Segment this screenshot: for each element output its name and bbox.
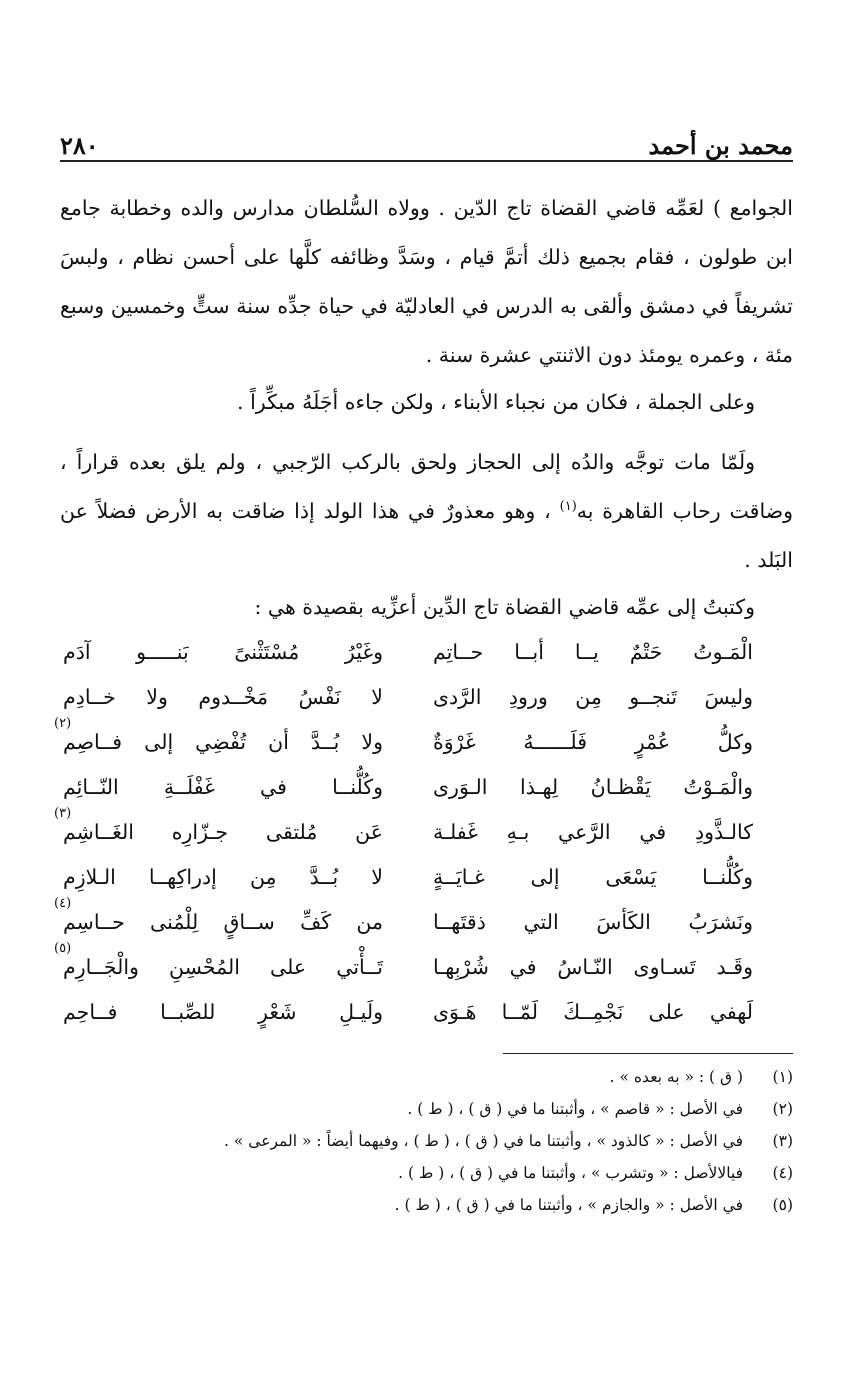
verse: [60, 1000, 793, 1045]
verse: [54, 941, 793, 1000]
footnote: [93, 1068, 793, 1100]
verse-second-hemistich: لا بُــدَّ مِن إدراكِهــا الـلازِم: [63, 865, 383, 889]
footnote-number: (٣): [772, 1132, 793, 1150]
verse-first-hemistich: الْمَـوتُ حَتْمٌ يــا أبــا حــاتِم: [433, 640, 753, 664]
verse: [60, 640, 793, 685]
running-title: محمد بن أحمد: [648, 131, 793, 160]
footnote: [93, 1164, 793, 1196]
verse-footnote-ref: (٢): [54, 716, 72, 731]
verse-second-hemistich: وغَيْرُ مُسْتَثْنىً بَنـــــو آدَم: [63, 640, 383, 664]
footnote-number: (١): [772, 1068, 793, 1086]
paragraph-3-text: ولَمّا مات توجَّه والدُه إلى الحجاز ولحق بالركب الرّجبي ، ولم يلق بعده قراراً ، وضاقت رحاب القاهرة به: [60, 450, 793, 523]
running-head: [60, 126, 793, 160]
footnote: [93, 1132, 793, 1164]
page-number: ٢٨٠: [60, 131, 99, 160]
footnote-ref-1: (١): [559, 499, 577, 515]
footnote-text: في الأصل : « والجازم » ، وأثبتنا ما في ( ق ) ، ( ط ) .: [394, 1196, 743, 1214]
footnote-number: (٢): [772, 1100, 793, 1118]
paragraph-3-text-cont: ، وهو معذورٌ في هذا الولد إذا ضاقت به الأرض فضلاً عن البَلد .: [60, 499, 793, 572]
footnote: [93, 1100, 793, 1132]
verse-first-hemistich: ونَشرَبُ الكَأسَ التي ذقتَهــا: [433, 910, 753, 934]
verse-second-hemistich: من كَفِّ ســاقٍ لِلْمُنى حــاسِم: [63, 910, 383, 934]
footnote-text: ( ق ) : « به بعده » .: [609, 1068, 743, 1086]
verse-footnote-ref: (٣): [54, 806, 72, 821]
footnote-text: فيالالأصل : « وتشرب » ، وأثبتنا ما في ( ق ) ، ( ط ) .: [398, 1164, 743, 1182]
verse: [60, 685, 793, 730]
verse-second-hemistich: ولَيـلِ شَعْرٍ للصِّبــا فــاحِم: [63, 1000, 383, 1024]
verse-second-hemistich: ولا بُــدَّ أن تُفْضِي إلى فــاصِم: [63, 730, 383, 754]
verse-footnote-ref: (٥): [54, 941, 72, 956]
verse-first-hemistich: وقَـد تَسـاوى النّـاسُ في شُرْبِهـا: [433, 955, 753, 979]
verse: [60, 865, 793, 910]
verse: [60, 775, 793, 820]
footnote-number: (٤): [772, 1164, 793, 1182]
verse-second-hemistich: لا نَفْسُ مَخْــدوم ولا خــادِم: [63, 685, 383, 709]
verse-first-hemistich: لَهفي على نَجْمِــكَ لَمّــا هَـوَى: [433, 1000, 753, 1024]
verse: [54, 716, 793, 775]
footnote-text: في الأصل : « كالذود » ، وأثبتنا ما في ( ق ) ، ( ط ) ، وفيهما أيضاً : « المرعى » .: [224, 1132, 743, 1150]
verse-second-hemistich: عَن مُلتقى جـزّارِه الغَــاشِم: [63, 820, 383, 844]
paragraph-4: وكتبتُ إلى عمِّه قاضي القضاة تاج الدِّين أعزِّيه بقصيدة هي :: [254, 595, 755, 619]
paragraph-1: الجوامع ) لعَمِّه قاضي القضاة تاج الدّين . وولاه السُّلطان مدارس والده وخطابة جامع ابن طولون ، فقام بجميع ذلك أتمَّ قيام ، وسَدَّ وظائفه كلَّها على أحسن نظام ، ولبسَ تشريفاً في دمشق وألقى به الدرس في العادليّة في حياة جدِّه سنة ستٍّ وخمسين وسبع مئة ، وعمره يومئذ دون الاثنتي عشرة سنة .: [60, 196, 793, 367]
verse-first-hemistich: كالـذَّودِ في الرَّعي بـهِ غَفلـة: [433, 820, 753, 844]
verse-first-hemistich: وكُلُّنــا يَسْعَى إلى غـايَــةٍ: [433, 865, 753, 889]
footnote: [93, 1196, 793, 1228]
verse-first-hemistich: وليسَ تَنجــو مِن ورودِ الرَّدى: [433, 685, 753, 709]
footnote-number: (٥): [772, 1196, 793, 1214]
footnote-rule: [503, 1053, 793, 1054]
footnotes: [93, 1068, 793, 1228]
verse-second-hemistich: تَــأْتي على المُحْسِنِ والْجَــارِم: [63, 955, 383, 979]
paragraph-2: وعلى الجملة ، فكان من نجباء الأبناء ، ولكن جاءه أجَلَهُ مبكِّراً .: [237, 390, 755, 414]
footnote-text: في الأصل : « قاصم » ، وأثبتنا ما في ( ق ) ، ( ط ) .: [407, 1100, 743, 1118]
verse-first-hemistich: والْمَـوْتُ يَقْظـانُ لِهـذا الـوَرى: [433, 775, 753, 799]
poem: [54, 640, 793, 1045]
header-rule: [60, 160, 793, 162]
verse: [54, 896, 793, 955]
verse-first-hemistich: وكلُّ عُمْرٍ فَلَــــــهُ غَرْوَةٌ: [433, 730, 753, 754]
verse: [54, 806, 793, 865]
verse-footnote-ref: (٤): [54, 896, 72, 911]
verse-second-hemistich: وكُلُّنــا في غَفْلَــةِ النّــائِم: [63, 775, 383, 799]
paragraph-3: [60, 438, 793, 585]
